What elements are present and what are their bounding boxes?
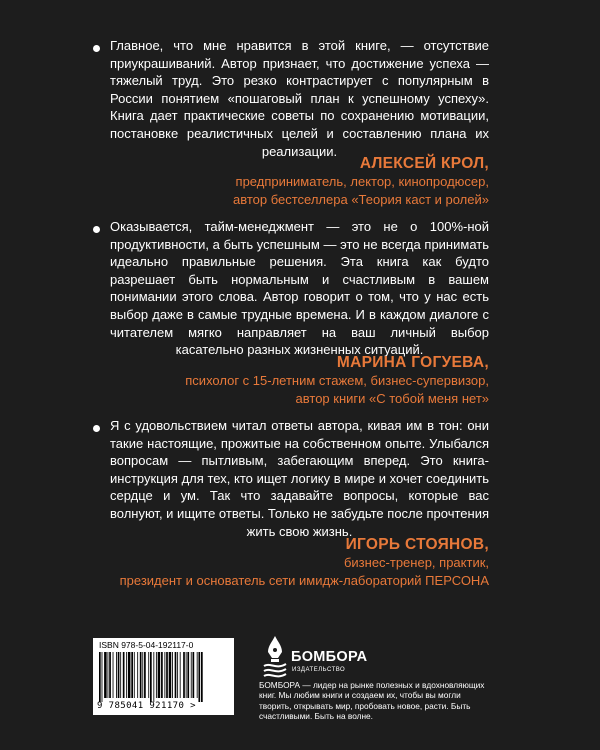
review-author: АЛЕКСЕЙ КРОЛ, <box>359 155 489 172</box>
isbn-barcode <box>93 638 234 715</box>
bullet-icon <box>93 425 100 432</box>
publisher-description: БОМБОРА — лидер на рынке полезных и вдохновляющих книг. Мы любим книги и создаем их, чтобы вы могли творить, открывать мир, пробовать новое, расти. Быть счастливыми. Быть на волне. <box>259 680 485 721</box>
role-line: автор бестселлера «Теория каст и ролей» <box>232 191 489 207</box>
role-line: бизнес-тренер, практик, <box>343 555 489 570</box>
review-quote: Я с удовольствием читал ответы автора, кивая им в тон: они такие настоящие, прожитые на собственном опыте. Улыбался вопросам — пытливым, забегающим вперед. Это книга-инструкция для тех, кто ищет логику в мире и хочет соединить сердце и ум. Так что задавайте вопросы, которые вас волнуют, и ищите ответы. Только не забудьте после прочтения жить свою жизнь. <box>110 418 489 539</box>
fountain-pen-nib-icon <box>260 634 290 678</box>
review-author-role <box>80 173 489 209</box>
review-quote: Оказывается, тайм-менеджмент — это не о 100%-ной продуктивности, а быть успешным — это не всегда принимать идеально правильные решения. Эта книга как будто разрешает быть нормальным и счастливым в вашем понимании этого слова. Автор говорит о том, что у нас есть выбор даже в самые трудные времена. И в каждом диалоге с читателем мягко направляет на ваш личный выбор касательно разных жизненных ситуаций. <box>110 219 489 358</box>
review-quote: Главное, что мне нравится в этой книге, — отсутствие приукрашиваний. Автор признает, что достижение успеха — тяжелый труд. Это резко контрастирует с популярным в России понятием «пошаговый план к успешному успеху». Книга дает практические советы по сохранению мотивации, постановке реалистичных целей и составлению плана их реализации. <box>110 38 489 159</box>
review-author-role <box>80 554 489 590</box>
bullet-icon <box>93 226 100 233</box>
isbn-number: ISBN 978-5-04-192117-0 <box>99 640 194 650</box>
publisher-name: БОМБОРА <box>291 649 368 665</box>
review-author: МАРИНА ГОГУЕВА, <box>336 354 489 371</box>
barcode-bars <box>99 652 228 702</box>
role-line: предприниматель, лектор, кинопродюсер, <box>235 174 489 189</box>
barcode-digits: 9 785041 921170 > <box>97 701 196 711</box>
role-line: автор книги «С тобой меня нет» <box>295 390 489 406</box>
role-line: психолог с 15-летним стажем, бизнес-супервизор, <box>185 373 489 388</box>
review-author: ИГОРЬ СТОЯНОВ, <box>345 536 489 553</box>
bullet-icon <box>93 45 100 52</box>
review-author-role <box>80 372 489 408</box>
publisher-subtitle: ИЗДАТЕЛЬСТВО <box>292 667 346 673</box>
role-line: президент и основатель сети имидж-лабораторий ПЕРСОНА <box>119 572 489 588</box>
